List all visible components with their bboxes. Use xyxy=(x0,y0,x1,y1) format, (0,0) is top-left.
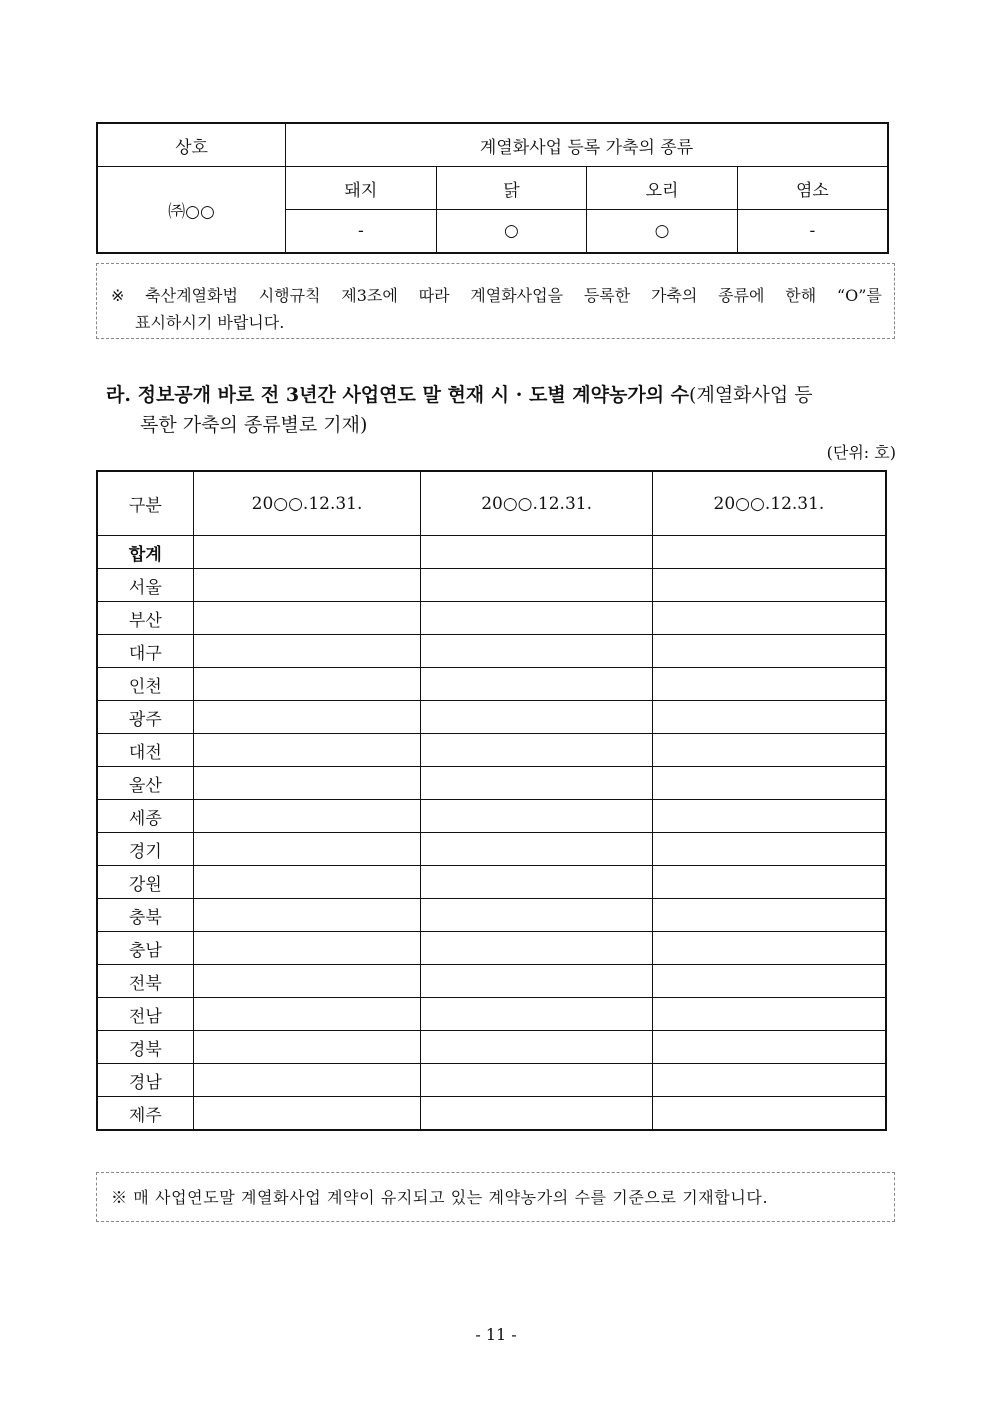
note-word: 한해 xyxy=(785,286,817,305)
value-cell[interactable] xyxy=(652,899,886,932)
value-cell[interactable] xyxy=(193,932,421,965)
value-cell[interactable] xyxy=(652,602,886,635)
region-label: 경북 xyxy=(97,1031,193,1064)
livestock-chicken: 닭 xyxy=(436,167,587,210)
table-row xyxy=(97,602,886,635)
region-label: 대구 xyxy=(97,635,193,668)
value-cell[interactable] xyxy=(421,1031,653,1064)
section-heading xyxy=(106,380,896,440)
value-cell[interactable] xyxy=(193,767,421,800)
region-label: 강원 xyxy=(97,866,193,899)
value-cell[interactable] xyxy=(421,701,653,734)
region-label: 충남 xyxy=(97,932,193,965)
value-cell[interactable] xyxy=(193,1064,421,1097)
mark-duck: ○ xyxy=(587,210,738,254)
region-label: 경남 xyxy=(97,1064,193,1097)
note-word: 따라 xyxy=(418,286,450,305)
contract-farms-table xyxy=(96,470,887,1131)
value-cell[interactable] xyxy=(421,569,653,602)
value-cell[interactable] xyxy=(193,602,421,635)
table-row xyxy=(97,932,886,965)
region-label: 부산 xyxy=(97,602,193,635)
value-cell[interactable] xyxy=(193,536,421,569)
table-row xyxy=(97,899,886,932)
note-symbol: ※ xyxy=(111,286,125,305)
value-cell[interactable] xyxy=(652,965,886,998)
note-word: 계열화사업을 xyxy=(470,286,564,305)
value-cell[interactable] xyxy=(421,602,653,635)
region-label: 서울 xyxy=(97,569,193,602)
note-word: 축산계열화법 xyxy=(145,286,238,305)
value-cell[interactable] xyxy=(421,965,653,998)
value-cell[interactable] xyxy=(652,1064,886,1097)
table-row xyxy=(97,998,886,1031)
page-number: - 11 - xyxy=(475,1325,517,1344)
note1-line1 xyxy=(111,282,882,309)
value-cell[interactable] xyxy=(421,998,653,1031)
note-word: 가축의 xyxy=(650,286,698,305)
livestock-goat: 염소 xyxy=(737,167,888,210)
value-cell[interactable] xyxy=(193,833,421,866)
table-row xyxy=(97,701,886,734)
livestock-duck: 오리 xyxy=(587,167,738,210)
value-cell[interactable] xyxy=(193,866,421,899)
region-label: 제주 xyxy=(97,1097,193,1131)
header-category: 구분 xyxy=(97,471,193,536)
livestock-type-table xyxy=(96,122,889,254)
region-label: 세종 xyxy=(97,800,193,833)
value-cell[interactable] xyxy=(652,536,886,569)
note-word: “O”를 xyxy=(836,286,882,305)
value-cell[interactable] xyxy=(421,635,653,668)
value-cell[interactable] xyxy=(652,998,886,1031)
region-label: 충북 xyxy=(97,899,193,932)
table-row xyxy=(97,1031,886,1064)
value-cell[interactable] xyxy=(421,866,653,899)
note-box-2: ※ 매 사업연도말 계열화사업 계약이 유지되고 있는 계약농가의 수를 기준으로 기재합니다. xyxy=(96,1172,895,1222)
livestock-pig: 돼지 xyxy=(286,167,437,210)
section-title-continuation: 록한 가축의 종류별로 기재) xyxy=(140,414,368,436)
value-cell[interactable] xyxy=(421,668,653,701)
value-cell[interactable] xyxy=(421,899,653,932)
header-year-3: 20○○.12.31. xyxy=(652,471,886,536)
value-cell[interactable] xyxy=(421,833,653,866)
region-label: 전남 xyxy=(97,998,193,1031)
value-cell[interactable] xyxy=(421,800,653,833)
header-year-2: 20○○.12.31. xyxy=(421,471,653,536)
table-row xyxy=(97,800,886,833)
region-label: 인천 xyxy=(97,668,193,701)
region-label: 경기 xyxy=(97,833,193,866)
region-label: 합계 xyxy=(97,536,193,569)
value-cell[interactable] xyxy=(193,1097,421,1131)
value-cell[interactable] xyxy=(193,1031,421,1064)
section-title: 라. 정보공개 바로 전 3년간 사업연도 말 현재 시 · 도별 계약농가의 수 xyxy=(106,384,690,406)
table-row xyxy=(97,833,886,866)
value-cell[interactable] xyxy=(193,668,421,701)
value-cell[interactable] xyxy=(193,635,421,668)
value-cell[interactable] xyxy=(652,767,886,800)
value-cell[interactable] xyxy=(652,833,886,866)
value-cell[interactable] xyxy=(652,800,886,833)
value-cell[interactable] xyxy=(193,734,421,767)
region-label: 전북 xyxy=(97,965,193,998)
table-row xyxy=(97,767,886,800)
value-cell[interactable] xyxy=(193,998,421,1031)
value-cell[interactable] xyxy=(652,569,886,602)
note-word: 종류에 xyxy=(718,286,765,305)
table-row xyxy=(97,866,886,899)
note-word: 등록한 xyxy=(583,286,631,305)
table-row xyxy=(97,1097,886,1131)
table-row xyxy=(97,965,886,998)
company-name: ㈜○○ xyxy=(97,167,286,254)
value-cell[interactable] xyxy=(421,767,653,800)
value-cell[interactable] xyxy=(193,569,421,602)
table-row xyxy=(97,569,886,602)
value-cell[interactable] xyxy=(652,1097,886,1131)
value-cell[interactable] xyxy=(652,932,886,965)
section-title-rest: (계열화사업 등 xyxy=(689,384,813,406)
value-cell[interactable] xyxy=(421,734,653,767)
table-row xyxy=(97,635,886,668)
value-cell[interactable] xyxy=(652,734,886,767)
value-cell[interactable] xyxy=(652,701,886,734)
value-cell[interactable] xyxy=(193,899,421,932)
livestock-types-header: 계열화사업 등록 가축의 종류 xyxy=(286,123,888,167)
value-cell[interactable] xyxy=(421,932,653,965)
mark-goat: - xyxy=(737,210,888,254)
value-cell[interactable] xyxy=(193,800,421,833)
note-word: 제3조에 xyxy=(341,286,398,305)
table-header-row xyxy=(97,471,886,536)
company-header: 상호 xyxy=(97,123,286,167)
value-cell[interactable] xyxy=(652,1031,886,1064)
mark-pig: - xyxy=(286,210,437,254)
value-cell[interactable] xyxy=(193,701,421,734)
value-cell[interactable] xyxy=(421,1097,653,1131)
value-cell[interactable] xyxy=(652,635,886,668)
note-word: 시행규칙 xyxy=(258,286,321,305)
table-row xyxy=(97,536,886,569)
table-body xyxy=(97,536,886,1131)
table-row xyxy=(97,1064,886,1097)
value-cell[interactable] xyxy=(421,1064,653,1097)
value-cell[interactable] xyxy=(652,866,886,899)
region-label: 울산 xyxy=(97,767,193,800)
region-label: 광주 xyxy=(97,701,193,734)
unit-label: (단위: 호) xyxy=(826,443,896,462)
value-cell[interactable] xyxy=(193,965,421,998)
table-row xyxy=(97,668,886,701)
mark-chicken: ○ xyxy=(436,210,587,254)
header-year-1: 20○○.12.31. xyxy=(193,471,421,536)
value-cell[interactable] xyxy=(421,536,653,569)
table-row xyxy=(97,734,886,767)
value-cell[interactable] xyxy=(652,668,886,701)
region-label: 대전 xyxy=(97,734,193,767)
note1-line2: 표시하시기 바랍니다. xyxy=(135,313,285,332)
note-box-1 xyxy=(96,263,895,339)
